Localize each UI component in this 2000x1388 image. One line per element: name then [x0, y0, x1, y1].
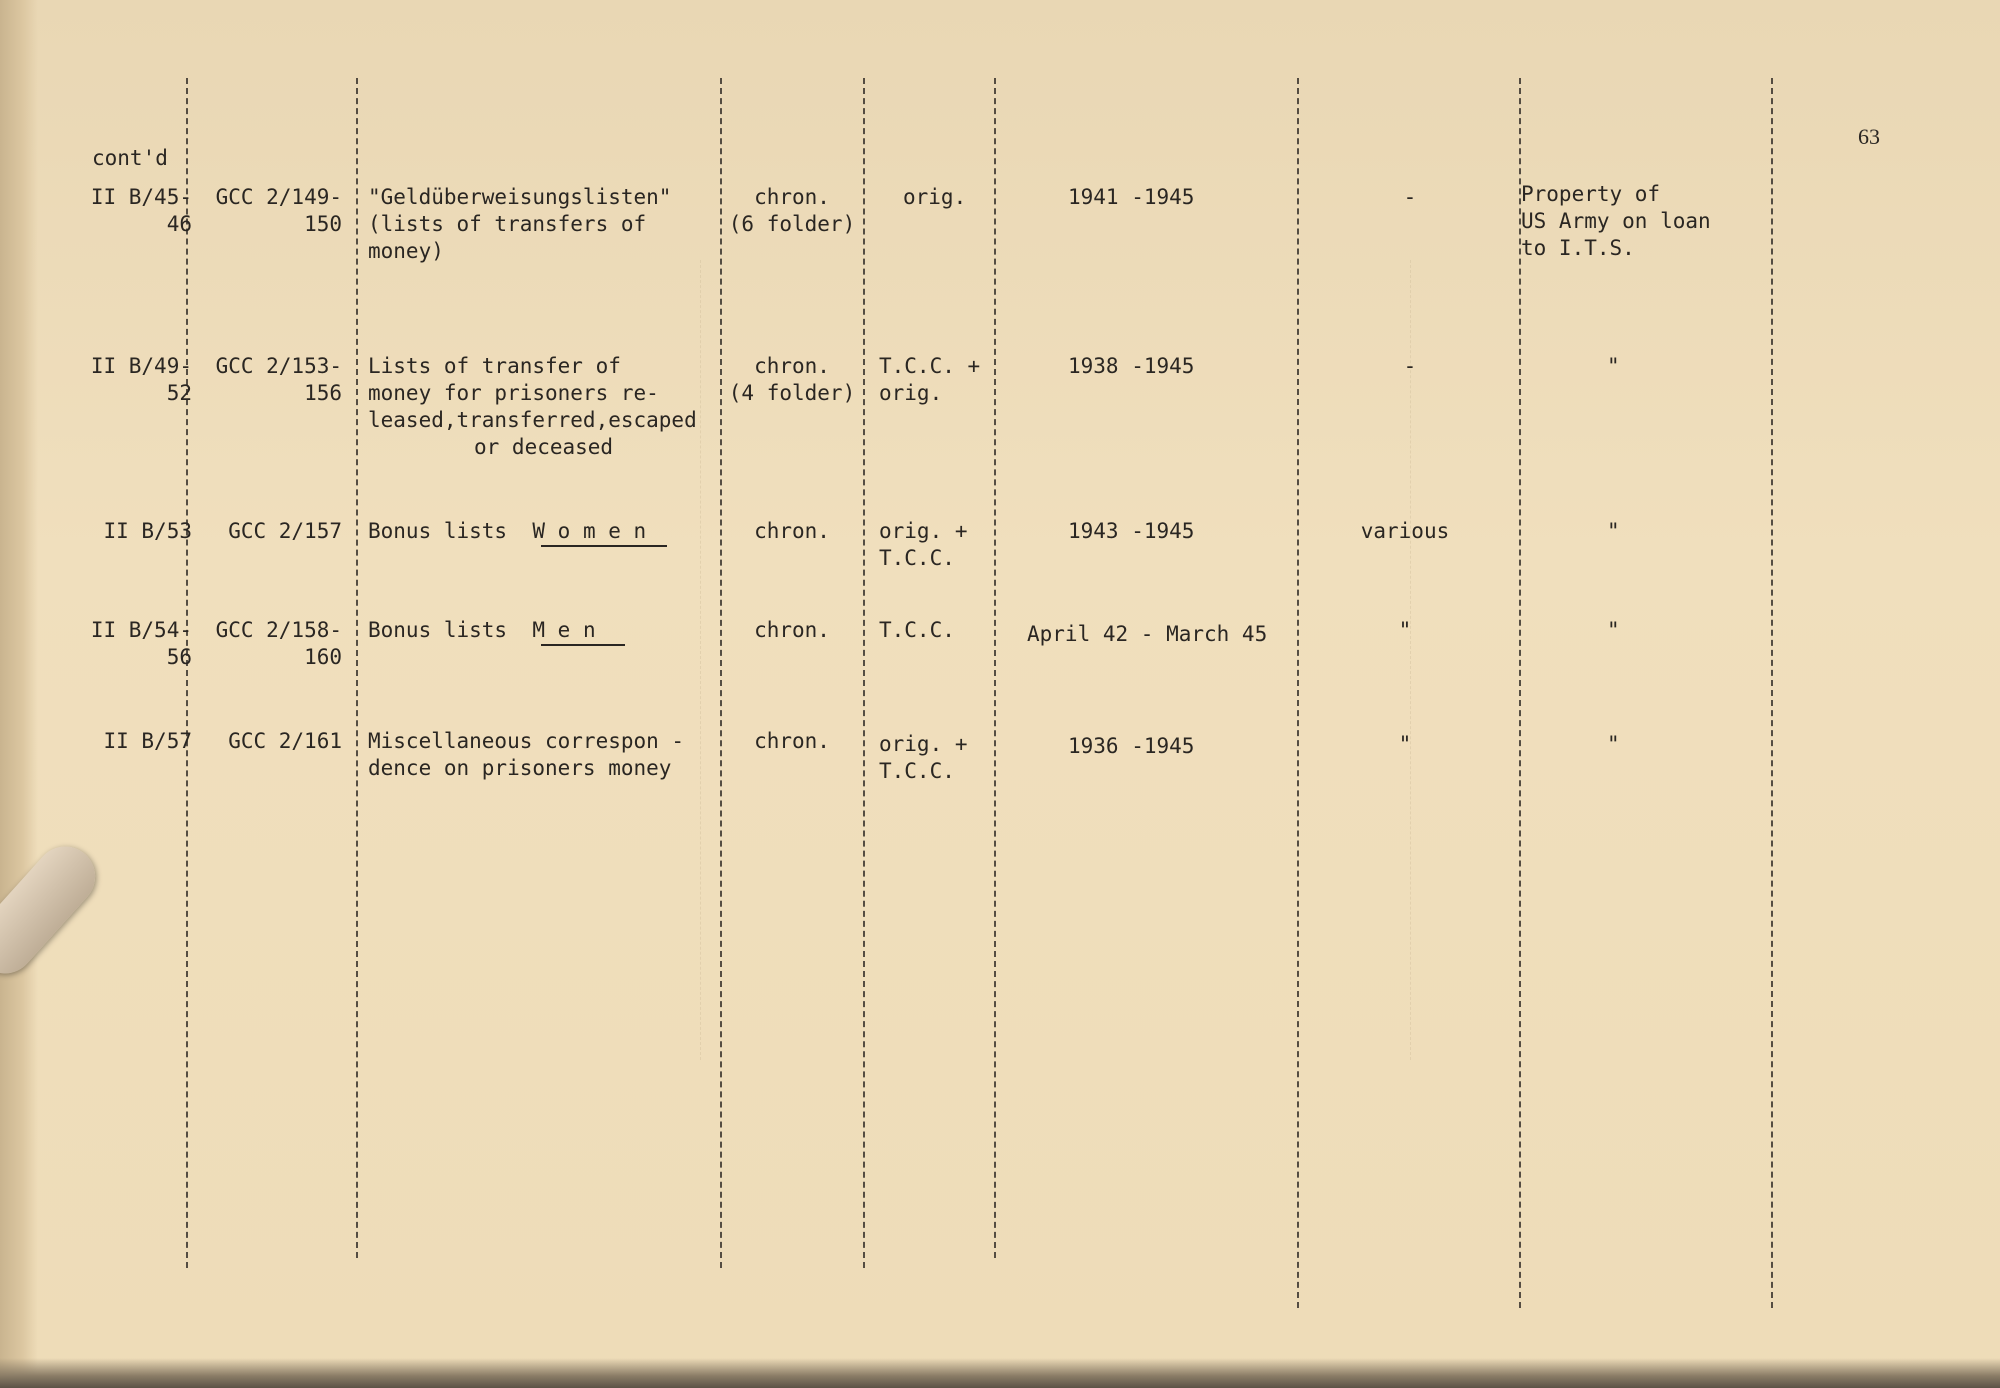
- title: Miscellaneous correspon - dence on prisoners money: [368, 729, 685, 780]
- language: ": [1398, 732, 1412, 756]
- title: Lists of transfer of money for prisoners re- leased,transferred,escaped or deceased: [368, 354, 697, 459]
- column-rule: [1519, 78, 1521, 1308]
- dates: 1943 -1945: [1068, 519, 1195, 543]
- remarks: ": [1607, 519, 1620, 543]
- ref-b: GCC 2/158- 160: [215, 618, 342, 669]
- ref-b: GCC 2/149- 150: [215, 185, 342, 236]
- ref-a: II B/57: [103, 729, 192, 753]
- remarks: ": [1607, 732, 1620, 756]
- ref-a: II B/53: [103, 519, 192, 543]
- record-type: T.C.C.: [879, 618, 955, 642]
- underline: [541, 545, 667, 547]
- column-rule: [994, 78, 996, 1258]
- arrangement: chron.: [754, 618, 830, 642]
- arrangement: chron.: [754, 729, 830, 753]
- title: "Geldüberweisungslisten" (lists of transfers of money): [368, 185, 672, 263]
- remarks: ": [1607, 618, 1620, 642]
- column-rule: [1297, 78, 1299, 1308]
- dates: 1941 -1945: [1068, 185, 1195, 209]
- column-rule: [356, 78, 358, 1258]
- language: various: [1360, 519, 1450, 543]
- remarks: Property of US Army on loan to I.T.S.: [1521, 182, 1711, 260]
- ref-b: GCC 2/153- 156: [215, 354, 342, 405]
- language: -: [1403, 185, 1417, 209]
- scanner-clip: [0, 834, 107, 986]
- ref-b: GCC 2/157: [228, 519, 342, 543]
- language: ": [1398, 618, 1412, 642]
- record-type: orig. + T.C.C.: [879, 519, 968, 570]
- language: -: [1403, 354, 1417, 378]
- underline: [541, 644, 625, 646]
- ref-a: II B/54- 56: [90, 618, 192, 669]
- title-underlined: M e n: [532, 618, 596, 642]
- ref-a: II B/45- 46: [90, 185, 192, 236]
- arrangement: chron. (6 folder): [728, 185, 856, 236]
- title: Bonus lists M e n: [368, 618, 596, 642]
- arrangement: chron.: [754, 519, 830, 543]
- dates: April 42 - March 45: [1027, 622, 1268, 646]
- ref-b: GCC 2/161: [228, 729, 342, 753]
- page-number: 63: [1858, 124, 1880, 149]
- title: Bonus lists W o m e n: [368, 519, 647, 543]
- remarks: ": [1607, 354, 1620, 378]
- column-rule: [1771, 78, 1773, 1308]
- record-type: orig. + T.C.C.: [879, 732, 968, 783]
- column-rule: [863, 78, 865, 1268]
- column-rule: [186, 78, 188, 1268]
- record-type: T.C.C. + orig.: [879, 354, 981, 405]
- arrangement: chron. (4 folder): [728, 354, 856, 405]
- column-rule: [720, 78, 722, 1268]
- dates: 1936 -1945: [1068, 734, 1195, 758]
- show-through-texture: [1410, 260, 1711, 1060]
- ref-a: II B/49- 52: [90, 354, 192, 405]
- continued-label: cont'd: [92, 146, 168, 170]
- title-underlined: W o m e n: [532, 519, 647, 543]
- dates: 1938 -1945: [1068, 354, 1195, 378]
- record-type: orig.: [903, 185, 967, 209]
